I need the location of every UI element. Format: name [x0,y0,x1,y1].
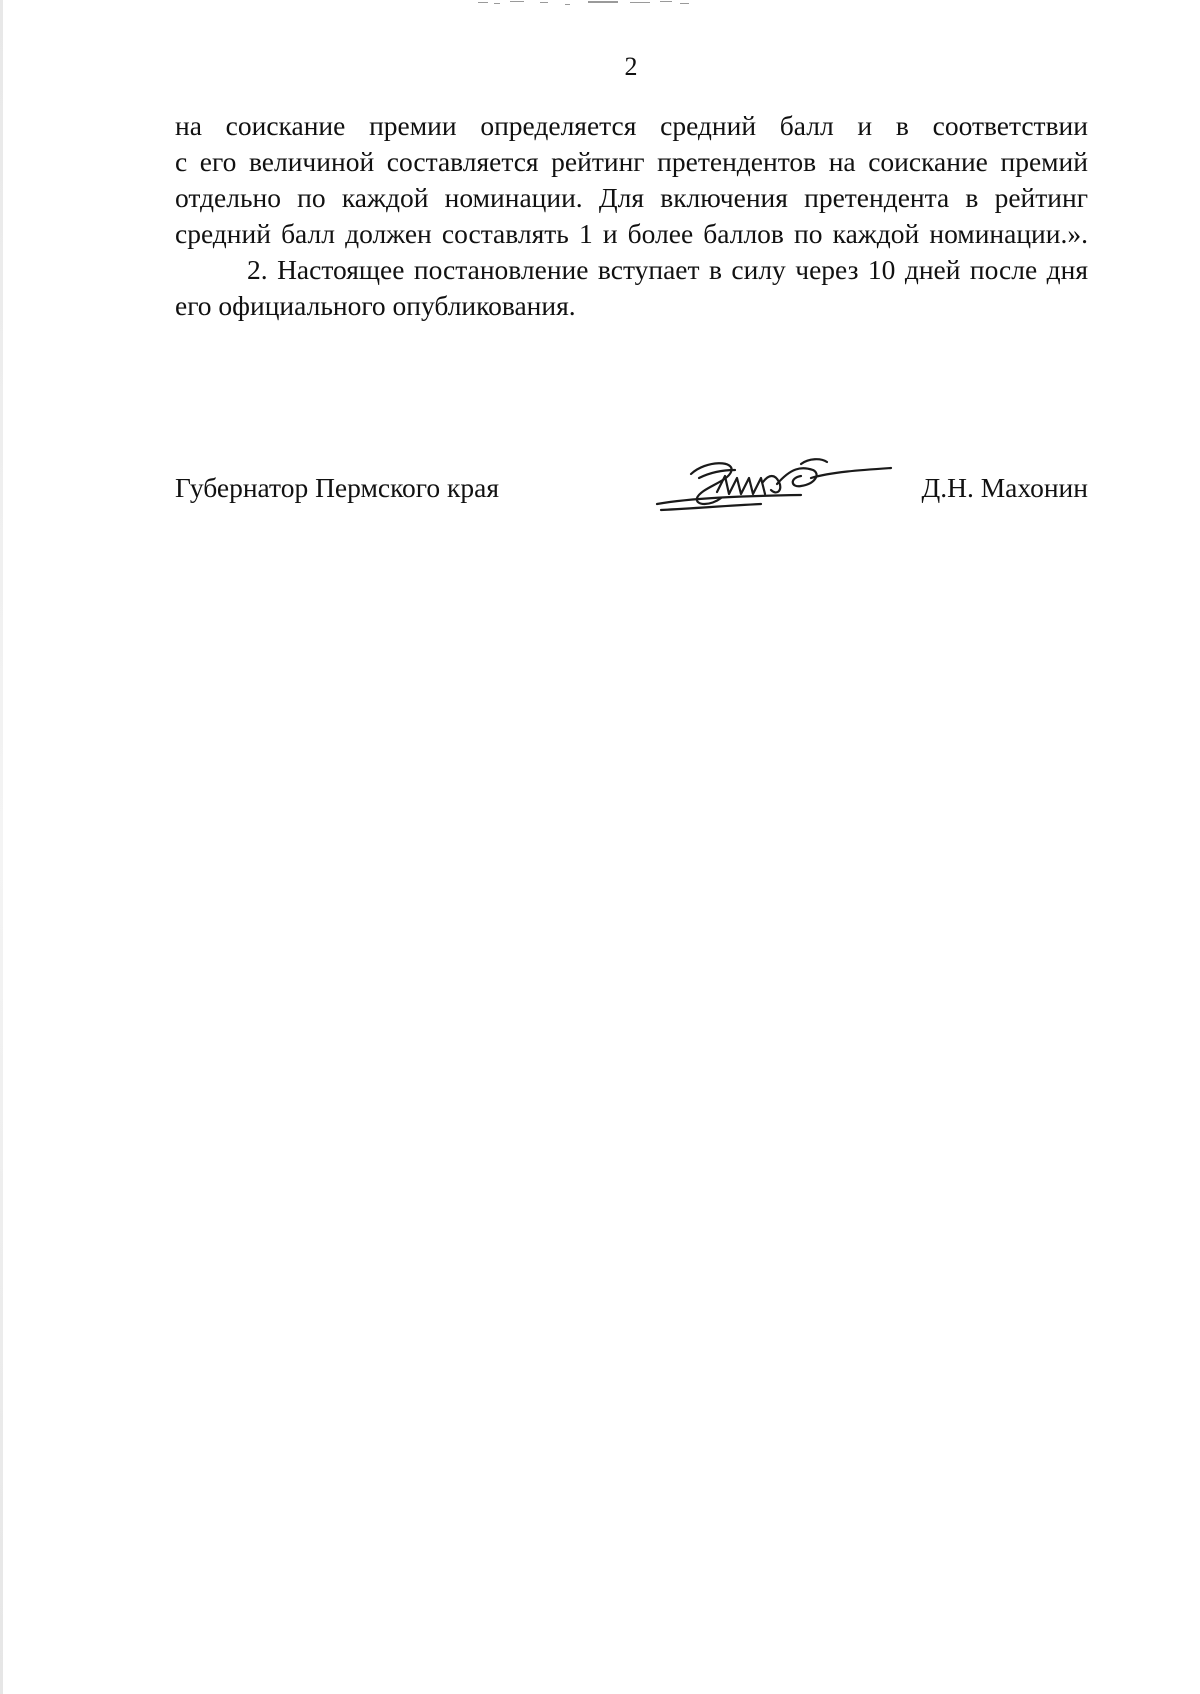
scan-noise [470,0,730,8]
paragraph-continuation [175,108,1088,252]
signature-block [175,466,1088,526]
handwritten-signature [651,448,896,523]
text-line: отдельно по каждой номинации. Для включения претендента в рейтинг [175,182,1088,213]
signatory-name: Д.Н. Махонин [921,472,1088,503]
scan-edge [0,0,3,1694]
text-line: с его величиной составляется рейтинг претендентов на соискание премий [175,146,1088,177]
signatory-title: Губернатор Пермского края [175,472,499,503]
text-line: его официального опубликования. [175,290,576,321]
text-line: средний балл должен составлять 1 и более баллов по каждой номинации.». [175,218,1088,249]
paragraph-item-2 [175,252,1088,324]
text-line: 2. Настоящее постановление вступает в силу через 10 дней после дня [247,254,1088,285]
document-body [175,108,1088,324]
text-line: на соискание премии определяется средний балл и в соответствии [175,110,1088,141]
page-number: 2 [624,52,638,81]
